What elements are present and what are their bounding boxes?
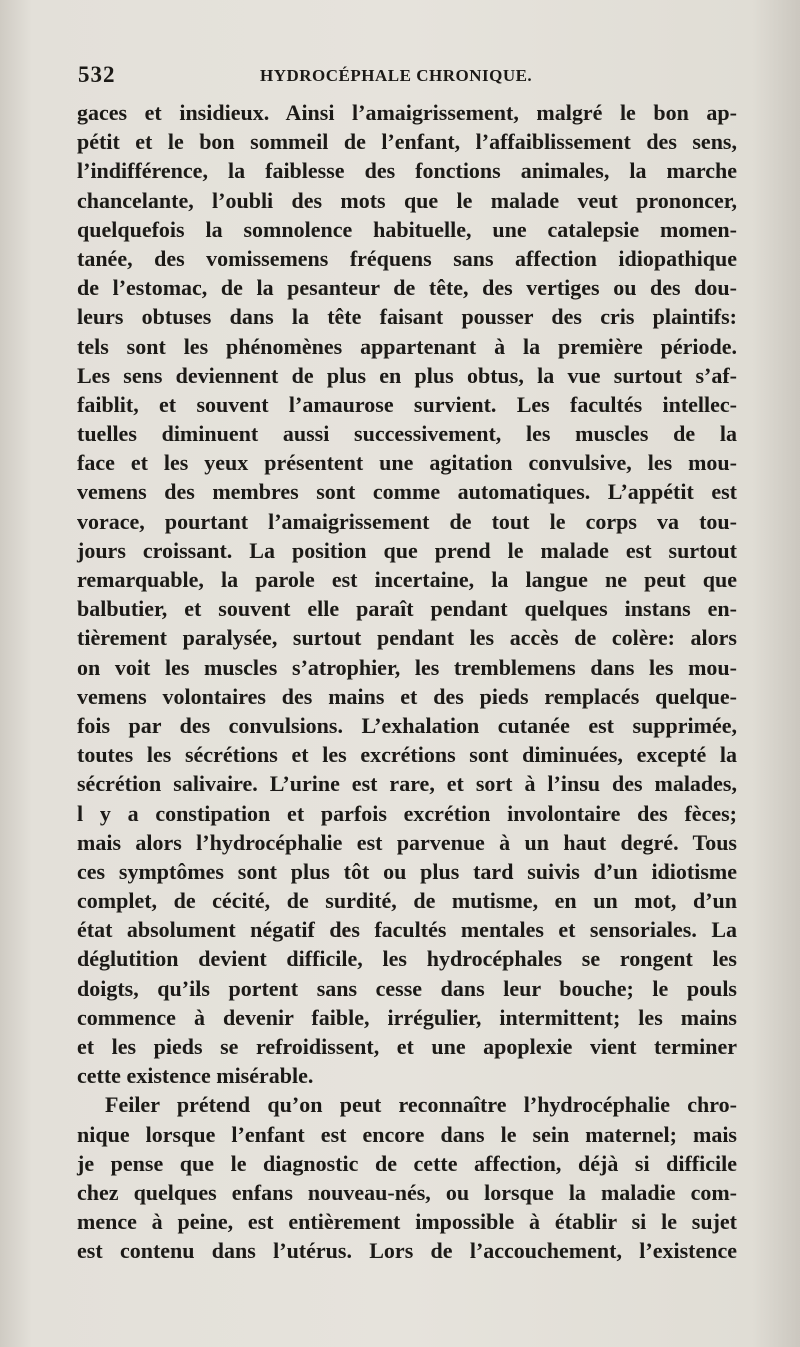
text-line: est contenu dans l’utérus. Lors de l’accouchement, l’existence: [77, 1238, 737, 1264]
text-line: sécrétion salivaire. L’urine est rare, et sort à l’insu des malades,: [77, 771, 737, 797]
text-line: fois par des convulsions. L’exhalation cutanée est supprimée,: [77, 712, 737, 738]
text-line: face et les yeux présentent une agitation convulsive, les mou-: [77, 450, 737, 476]
text-line: quelquefois la somnolence habituelle, une catalepsie momen-: [77, 216, 737, 242]
text-line: état absolument négatif des facultés mentales et sensoriales. La: [77, 917, 737, 943]
text-line: complet, de cécité, de surdité, de mutisme, en un mot, d’un: [77, 888, 737, 914]
paragraph-end-line: cette existence misérable.: [77, 1063, 314, 1089]
text-line: balbutier, et souvent elle paraît pendant quelques instans en-: [77, 596, 737, 622]
text-line: et les pieds se refroidissent, et une apoplexie vient terminer: [77, 1034, 737, 1059]
text-line: je pense que le diagnostic de cette affection, déjà si difficile: [77, 1150, 737, 1176]
text-line: tanée, des vomissemens fréquens sans affection idiopathique: [77, 245, 737, 271]
text-line: commence à devenir faible, irrégulier, intermittent; les mains: [77, 1004, 737, 1030]
text-line: mence à peine, est entièrement impossible à établir si le sujet: [77, 1209, 737, 1235]
text-line: gaces et insidieux. Ainsi l’amaigrissement, malgré le bon ap-: [77, 100, 737, 125]
text-line: chancelante, l’oubli des mots que le malade veut prononcer,: [77, 187, 737, 213]
text-line: l y a constipation et parfois excrétion involontaire des fèces;: [77, 800, 737, 826]
text-line: toutes les sécrétions et les excrétions sont diminuées, excepté la: [77, 742, 737, 768]
text-line: nique lorsque l’enfant est encore dans le sein maternel; mais: [77, 1121, 737, 1147]
text-line: faiblit, et souvent l’amaurose survient. Les facultés intellec-: [77, 391, 737, 417]
text-line: chez quelques enfans nouveau-nés, ou lorsque la maladie com-: [77, 1179, 737, 1205]
text-line: leurs obtuses dans la tête faisant pousser des cris plaintifs:: [77, 304, 737, 330]
text-line: l’indifférence, la faiblesse des fonctions animales, la marche: [77, 158, 737, 184]
text-line: doigts, qu’ils portent sans cesse dans leur bouche; le pouls: [77, 975, 737, 1001]
text-line: jours croissant. La position que prend le malade est surtout: [77, 537, 737, 563]
text-line: tels sont les phénomènes appartenant à la première période.: [77, 333, 737, 359]
text-line: pétit et le bon sommeil de l’enfant, l’affaiblissement des sens,: [77, 129, 737, 155]
text-line: vemens volontaires des mains et des pieds remplacés quelque-: [77, 683, 737, 709]
text-line: mais alors l’hydrocéphalie est parvenue à un haut degré. Tous: [77, 829, 737, 855]
body-text: [77, 98, 737, 1266]
text-line: vorace, pourtant l’amaigrissement de tout le corps va tou-: [77, 508, 737, 534]
text-line: déglutition devient difficile, les hydrocéphales se rongent les: [77, 946, 737, 972]
text-line: de l’estomac, de la pesanteur de tête, des vertiges ou des dou-: [77, 275, 737, 301]
text-line: remarquable, la parole est incertaine, la langue ne peut que: [77, 567, 737, 592]
paragraph-start-line: Feiler prétend qu’on peut reconnaître l’hydrocéphalie chro-: [105, 1092, 737, 1118]
running-title: HYDROCÉPHALE CHRONIQUE.: [260, 66, 533, 85]
text-line: tuelles diminuent aussi successivement, les muscles de la: [77, 421, 737, 447]
text-line: Les sens deviennent de plus en plus obtus, la vue surtout s’af-: [77, 362, 737, 388]
page-header: [78, 62, 738, 92]
text-line: tièrement paralysée, surtout pendant les accès de colère: alors: [77, 625, 737, 651]
page-number: 532: [78, 62, 116, 87]
text-line: on voit les muscles s’atrophier, les tremblemens dans les mou-: [77, 654, 737, 680]
text-line: ces symptômes sont plus tôt ou plus tard suivis d’un idiotisme: [77, 858, 737, 884]
text-line: vemens des membres sont comme automatiques. L’appétit est: [77, 479, 737, 505]
